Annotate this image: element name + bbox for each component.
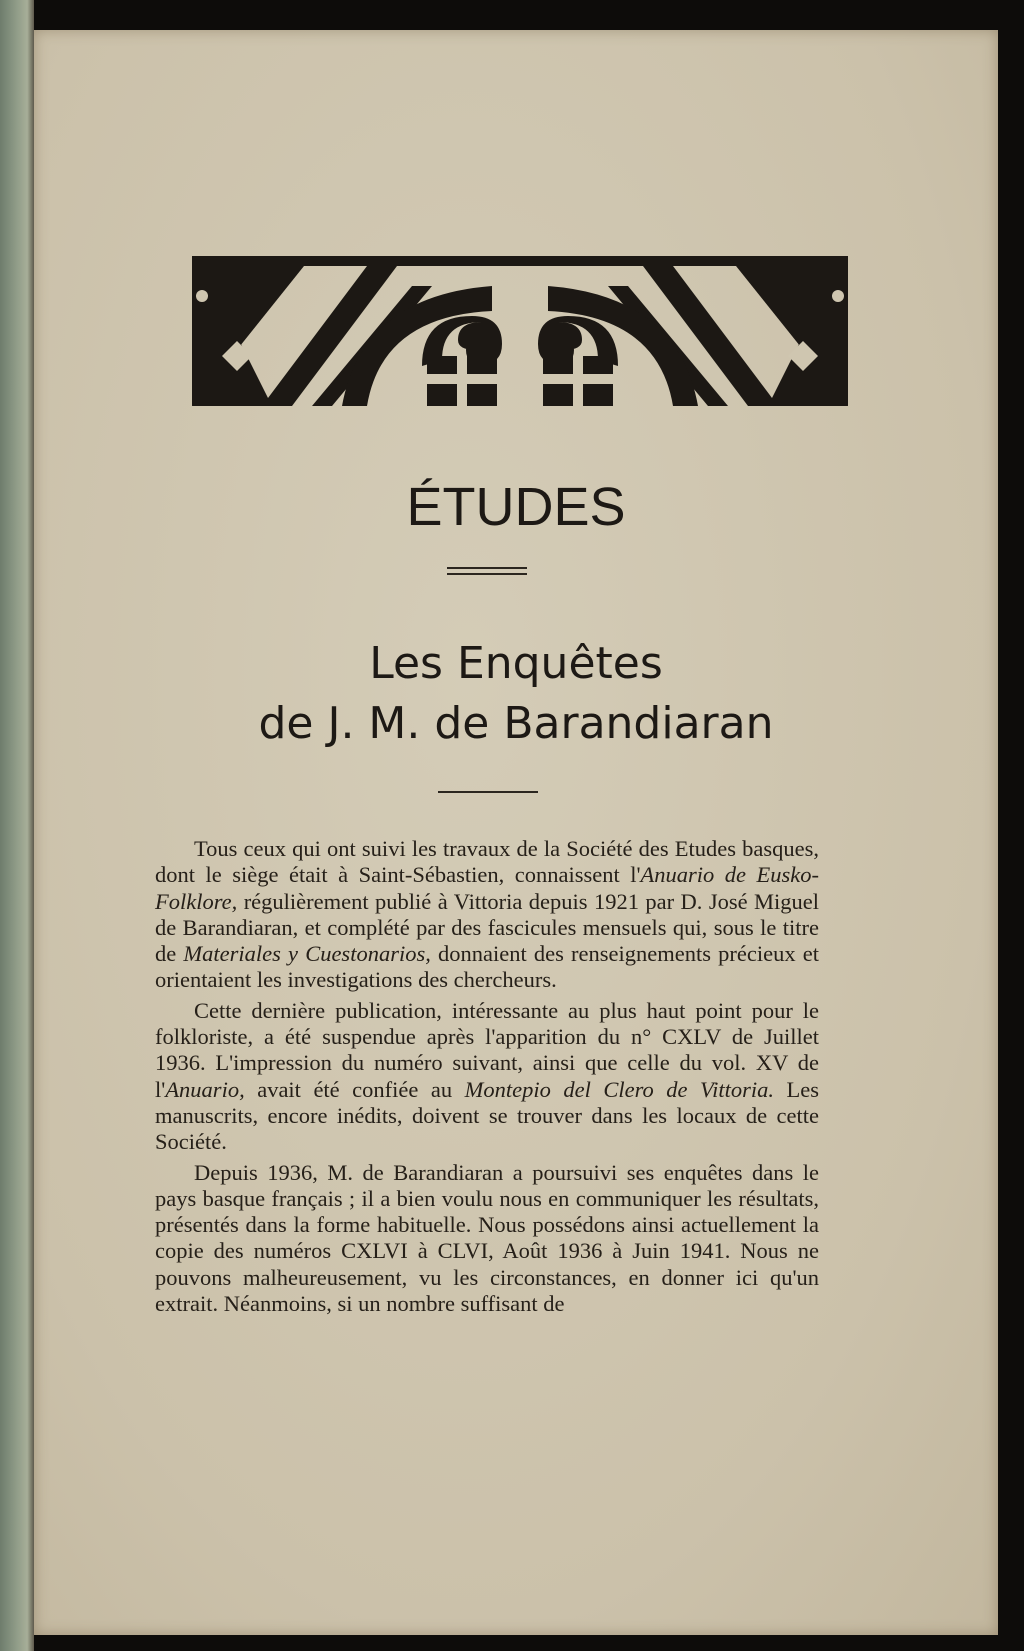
p2-italic-montepio: Montepio del Clero de Vittoria.: [464, 1076, 774, 1102]
rule-divider: [438, 791, 538, 793]
article-title-line-1: Les Enquêtes: [369, 638, 663, 689]
p3-text-a: Depuis 1936, M. de Barandiaran a poursuivi ses enquêtes dans le pays basque français ; il a bien voulu nous en communiquer les résultats, présentés dans la forme habituelle. Nous possédons ainsi actuellement la copie des numéros CXLVI à CLVI, Août 1936 à Juin 1941. Nous ne pouvons malheureusement, vu les circonstances, en donner ici qu'un extrait. Néanmoins, si un nombre suffisant de: [155, 1159, 819, 1317]
double-rule-divider: [447, 567, 527, 579]
article-body: [155, 836, 819, 1321]
p1-text-c: régulièrement publié à Vittoria depuis 1921 par D. José Miguel de Barandiaran, et complété par des fascicules mensuels qui, sous le titre de: [155, 888, 819, 967]
p1-text-a: Tous ceux qui ont suivi les travaux de la Société des Etudes basques, dont le siège était à Saint-Sébastien, connaissent l': [155, 836, 819, 888]
p2-italic-anuario: Anuario,: [165, 1076, 245, 1102]
facing-page-edge: [0, 0, 34, 1651]
article-title-line-2: de J. M. de Barandiaran: [258, 698, 774, 749]
p2-text-e: Les manuscrits, encore inédits, doivent se trouver dans les locaux de cette Société.: [155, 1076, 819, 1155]
article-title: [34, 634, 998, 754]
p2-text-a: Cette dernière publication, intéressante au plus haut point pour le folkloriste, a été suspendue après l'apparition du n° CXLV de Juillet 1936. L'impression du numéro suivant, ainsi que celle du vol. XV de l': [155, 997, 819, 1102]
paragraph-1: [155, 836, 819, 994]
paragraph-2: [155, 998, 819, 1156]
paragraph-3: [155, 1160, 819, 1318]
p1-italic-materiales: Materiales y Cuestonarios,: [183, 941, 431, 967]
p1-italic-anuario: Anuario de Eusko-Folklore,: [155, 862, 819, 914]
section-title: ÉTUDES: [406, 477, 626, 537]
basque-ornament-banner: [192, 256, 848, 416]
p1-text-e: donnaient des renseignements précieux et orientaient les investigations des chercheurs.: [155, 941, 819, 993]
p2-text-c: avait été confiée au: [244, 1076, 465, 1102]
book-page: [34, 30, 998, 1635]
